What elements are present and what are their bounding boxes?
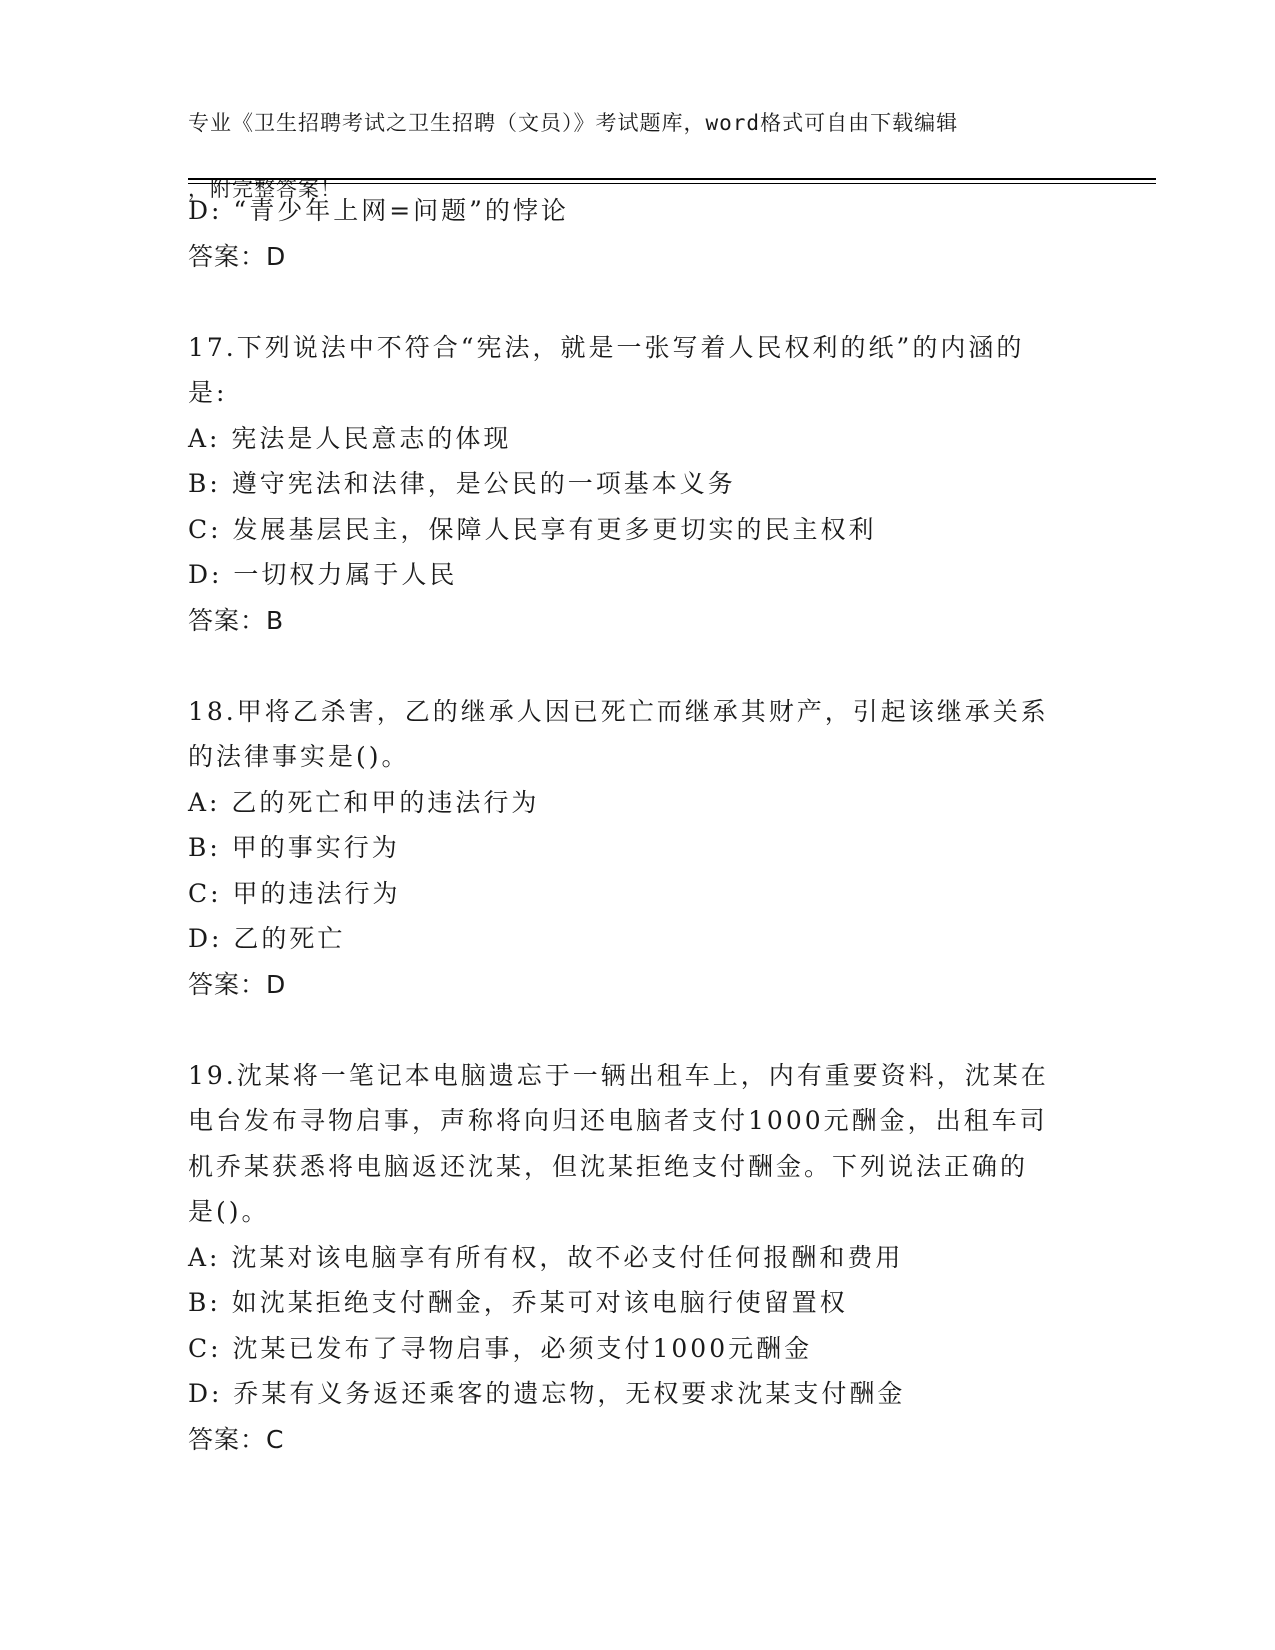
- answer-line: 答案：D: [188, 969, 287, 999]
- option-c: C: 沈某已发布了寻物启事，必须支付1000元酬金: [188, 1333, 813, 1363]
- option-d: D: 一切权力属于人民: [188, 560, 458, 589]
- option-c: C: 发展基层民主，保障人民享有更多更切实的民主权利: [188, 514, 877, 544]
- spacer: [188, 1007, 1088, 1053]
- question-text-line: 17.下列说法中不符合“宪法，就是一张写着人民权利的纸”的内涵的: [188, 332, 1025, 362]
- option-a: A: 沈某对该电脑享有所有权，故不必支付任何报酬和费用: [188, 1242, 904, 1272]
- question-text-line: 电台发布寻物启事，声称将向归还电脑者支付1000元酬金，出租车司: [188, 1106, 1048, 1135]
- spacer: [188, 279, 1088, 325]
- header-divider-thin: [188, 183, 1156, 184]
- option-d: D: 乔某有义务返还乘客的遗忘物，无权要求沈某支付酬金: [188, 1379, 906, 1408]
- answer-line: 答案：C: [188, 1424, 285, 1454]
- question-block: [188, 325, 1088, 644]
- header-divider-thick: [188, 178, 1156, 180]
- answer-line: 答案：D: [188, 241, 287, 271]
- option-b: B: 如沈某拒绝支付酬金，乔某可对该电脑行使留置权: [188, 1288, 848, 1317]
- question-text-line: 18.甲将乙杀害，乙的继承人因已死亡而继承其财产，引起该继承关系: [188, 696, 1049, 726]
- question-block: [188, 188, 1088, 279]
- question-block: [188, 1053, 1088, 1463]
- question-text-line: 的法律事实是()。: [188, 742, 410, 771]
- option-d: D: 乙的死亡: [188, 924, 346, 953]
- option-b: B: 甲的事实行为: [188, 833, 400, 862]
- question-text-line: 是()。: [188, 1197, 270, 1226]
- question-text-line: 是:: [188, 378, 228, 407]
- header-line-2: ，附完整答案！: [188, 177, 342, 201]
- question-text-line: 19.沈某将一笔记本电脑遗忘于一辆出租车上，内有重要资料，沈某在: [188, 1060, 1049, 1090]
- spacer: [188, 643, 1088, 689]
- option-c: C: 甲的违法行为: [188, 878, 401, 908]
- option-a: A: 乙的死亡和甲的违法行为: [188, 787, 540, 817]
- option-b: B: 遵守宪法和法律，是公民的一项基本义务: [188, 469, 736, 498]
- question-text-line: 机乔某获悉将电脑返还沈某，但沈某拒绝支付酬金。下列说法正确的: [188, 1151, 1029, 1181]
- answer-line: 答案：B: [188, 605, 285, 635]
- question-block: [188, 689, 1088, 1008]
- question-list: [188, 188, 1088, 1462]
- option-d: D: “青少年上网=问题”的悖论: [188, 196, 569, 225]
- option-a: A: 宪法是人民意志的体现: [188, 423, 512, 453]
- header-line-1: 专业《卫生招聘考试之卫生招聘（文员）》考试题库，word格式可自由下载编辑: [188, 111, 959, 135]
